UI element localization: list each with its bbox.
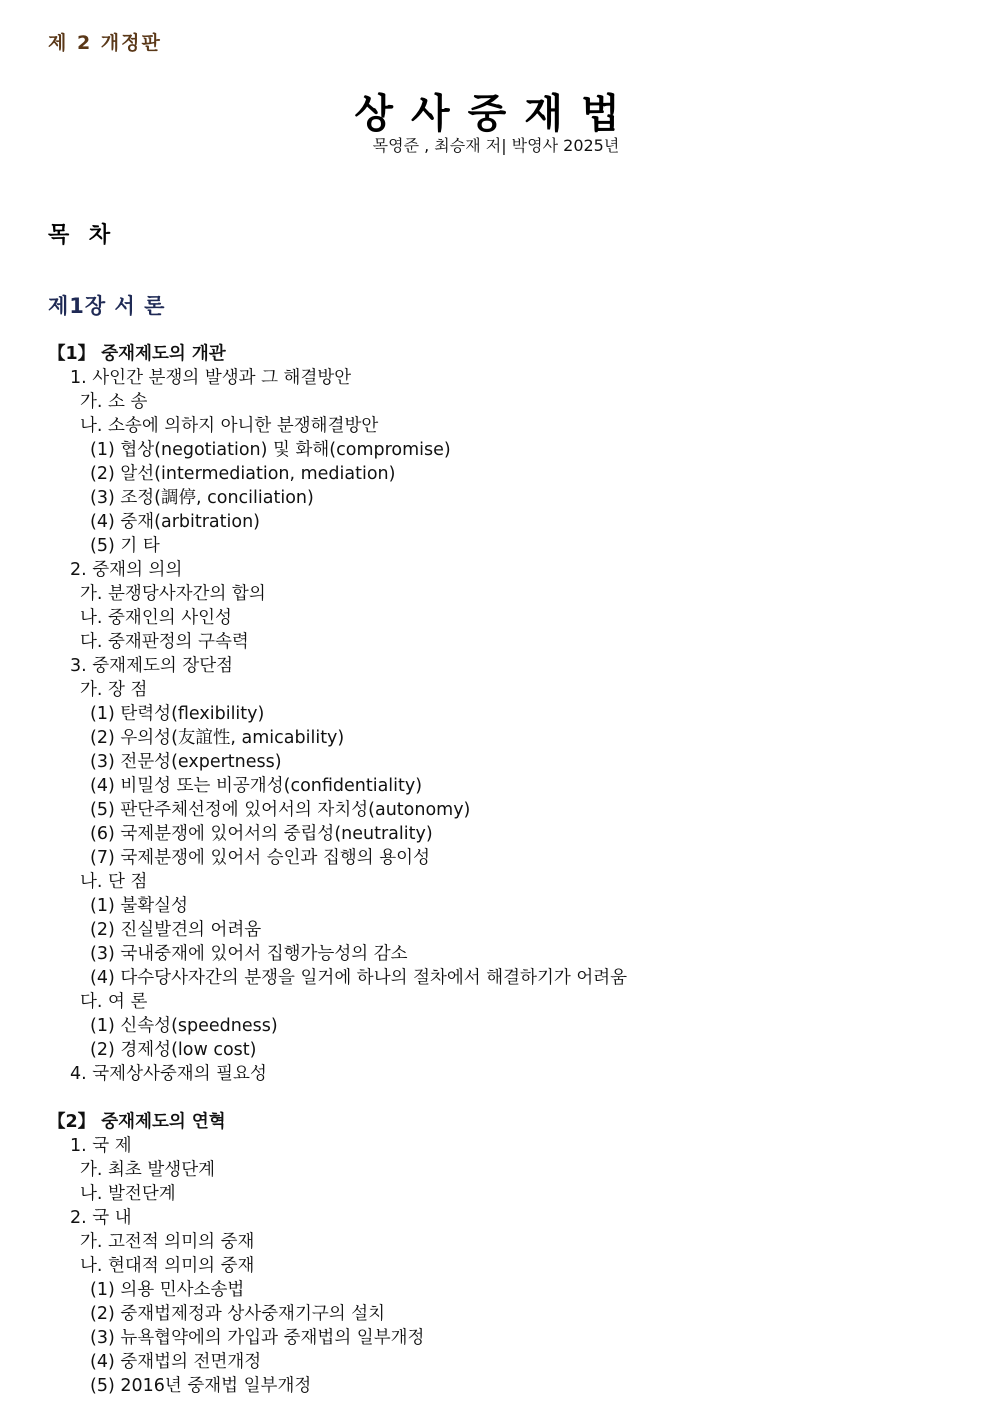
toc-item: 1. 국 제 — [70, 1136, 132, 1156]
toc-item: (5) 2016년 중재법 일부개정 — [90, 1376, 312, 1396]
toc-item: 나. 단 점 — [80, 872, 148, 892]
toc-item: (5) 판단주체선정에 있어서의 자치성(autonomy) — [90, 800, 471, 820]
section-heading: 【2】 중재제도의 연혁 — [48, 1112, 226, 1132]
toc-item: 나. 중재인의 사인성 — [80, 608, 232, 628]
section-items — [48, 1134, 948, 1398]
toc-item: (7) 국제분쟁에 있어서 승인과 집행의 용이성 — [90, 848, 430, 868]
toc-section-list — [48, 342, 948, 1398]
toc-item: 가. 고전적 의미의 중재 — [80, 1232, 255, 1252]
toc-item: (4) 다수당사자간의 분쟁을 일거에 하나의 절차에서 해결하기가 어려움 — [90, 968, 628, 988]
toc-item: 가. 최초 발생단계 — [80, 1160, 216, 1180]
toc-item: 가. 분쟁당사자간의 합의 — [80, 584, 266, 604]
toc-item: (4) 중재(arbitration) — [90, 512, 261, 532]
chapter-heading: 제1장 서 론 — [48, 294, 166, 318]
toc-item: (4) 중재법의 전면개정 — [90, 1352, 262, 1372]
edition-label: 제 2 개정판 — [48, 32, 162, 54]
toc-item: 1. 사인간 분쟁의 발생과 그 해결방안 — [70, 368, 352, 388]
toc-item: 2. 중재의 의의 — [70, 560, 183, 580]
toc-item: 4. 국제상사중재의 필요성 — [70, 1064, 267, 1084]
toc-item: 가. 장 점 — [80, 680, 148, 700]
toc-item: (1) 불확실성 — [90, 896, 188, 916]
toc-item: (5) 기 타 — [90, 536, 160, 556]
toc-item: (3) 조정(調停, conciliation) — [90, 488, 314, 508]
toc-item: (2) 경제성(low cost) — [90, 1040, 257, 1060]
toc-item: 2. 국 내 — [70, 1208, 132, 1228]
toc-heading: 목 차 — [48, 223, 117, 248]
toc-item: (1) 협상(negotiation) 및 화해(compromise) — [90, 440, 451, 460]
toc-item: 나. 소송에 의하지 아니한 분쟁해결방안 — [80, 416, 379, 436]
toc-item: 나. 현대적 의미의 중재 — [80, 1256, 255, 1276]
toc-item: 다. 중재판정의 구속력 — [80, 632, 249, 652]
toc-item: (4) 비밀성 또는 비공개성(confidentiality) — [90, 776, 423, 796]
toc-item: (1) 탄력성(flexibility) — [90, 704, 265, 724]
toc-item: 3. 중재제도의 장단점 — [70, 656, 234, 676]
author-publisher-line: 목영준 , 최승재 저| 박영사 2025년 — [372, 136, 620, 155]
section-spacer — [48, 1086, 948, 1110]
toc-item: (2) 우의성(友誼性, amicability) — [90, 728, 345, 748]
toc-item: (2) 중재법제정과 상사중재기구의 설치 — [90, 1304, 386, 1324]
toc-item: 나. 발전단계 — [80, 1184, 176, 1204]
toc-item: (3) 전문성(expertness) — [90, 752, 282, 772]
toc-item: (6) 국제분쟁에 있어서의 중립성(neutrality) — [90, 824, 433, 844]
book-title: 상사중재법 — [354, 91, 638, 137]
toc-item: (2) 알선(intermediation, mediation) — [90, 464, 396, 484]
toc-item: 가. 소 송 — [80, 392, 148, 412]
section-heading: 【1】 중재제도의 개관 — [48, 344, 226, 364]
toc-item: 다. 여 론 — [80, 992, 148, 1012]
toc-item: (2) 진실발견의 어려움 — [90, 920, 262, 940]
toc-item: (3) 뉴욕협약에의 가입과 중재법의 일부개정 — [90, 1328, 425, 1348]
toc-item: (1) 신속성(speedness) — [90, 1016, 278, 1036]
toc-item: (3) 국내중재에 있어서 집행가능성의 감소 — [90, 944, 408, 964]
toc-item: (1) 의용 민사소송법 — [90, 1280, 245, 1300]
section-items — [48, 366, 948, 1086]
